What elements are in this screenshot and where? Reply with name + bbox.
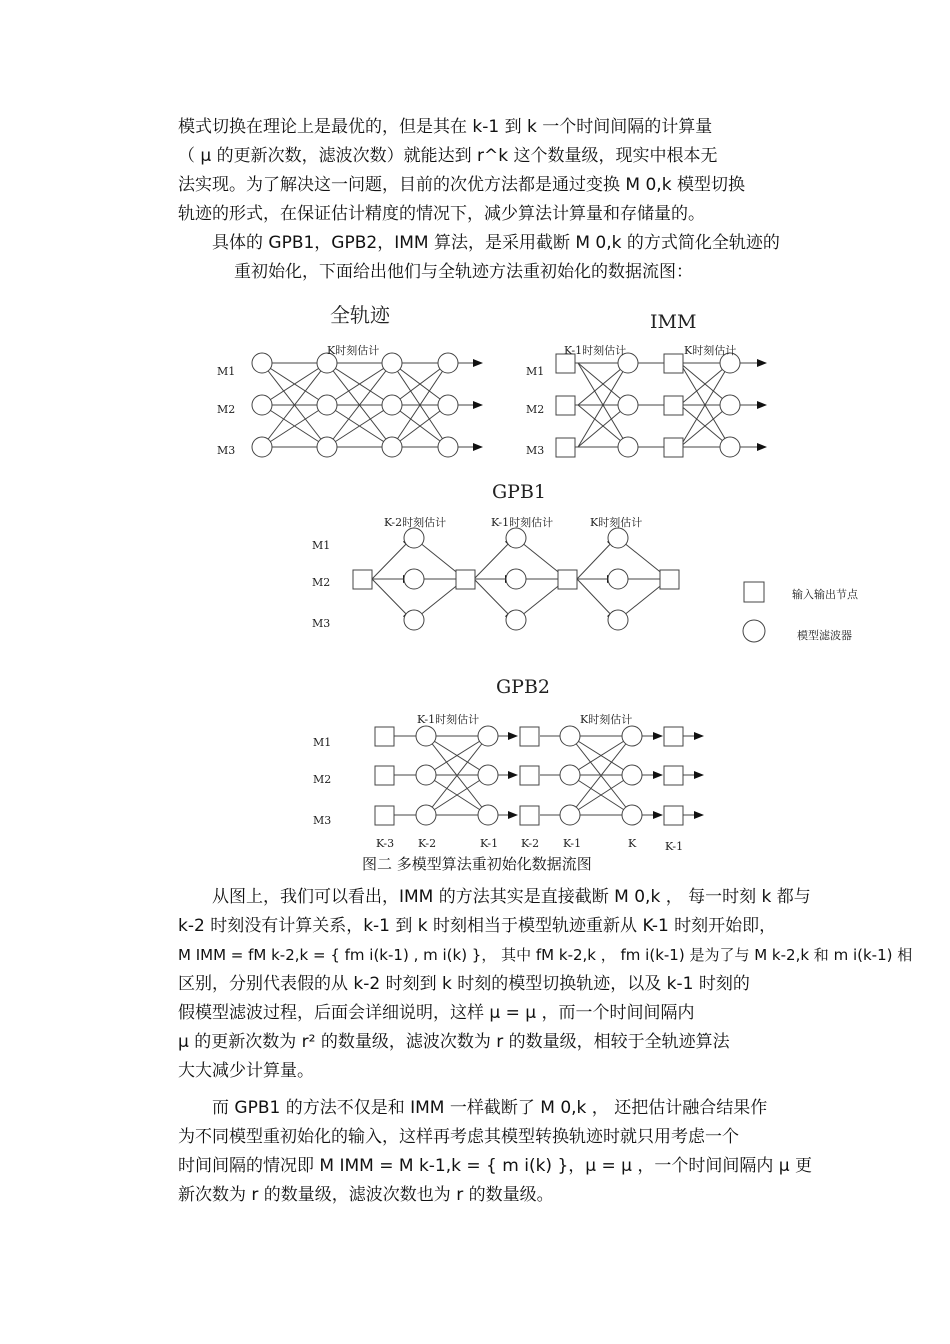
gpb2-time-label: K-3 bbox=[376, 837, 395, 850]
intro-line-3: 法实现。为了解决这一问题，目前的次优方法都是通过变换 M 0,k 模型切换 bbox=[178, 175, 745, 195]
intro-line-2: （ μ 的更新次数，滤波次数）就能达到 r^k 这个数量级，现实中根本无 bbox=[178, 146, 718, 166]
body-line: 时间间隔的情况即 M IMM = M k-1,k = { m i(k) }，μ = μ ，一个时间间隔内 μ 更 bbox=[178, 1156, 812, 1176]
imm-k1-estimate-label: K-1时刻估计 bbox=[564, 344, 627, 357]
body-line: M IMM = fM k-2,k = { fm i(k-1) , m i(k) }， 其中 fM k-2,k ， fm i(k-1) 是为了与 M k-2,k 和 m i(k-1) 相 bbox=[178, 946, 913, 964]
gpb2-time-label: K-1 bbox=[563, 837, 582, 850]
imm-k-estimate-label: K时刻估计 bbox=[684, 344, 737, 357]
legend bbox=[743, 582, 765, 642]
legend-io-label: 输入输出节点 bbox=[792, 588, 858, 601]
gpb2-time-label: K bbox=[628, 837, 637, 850]
intro-line-1: 模式切换在理论上是最优的，但是其在 k-1 到 k 一个时间间隔的计算量 bbox=[178, 117, 713, 137]
gpb2-title: GPB2 bbox=[496, 676, 551, 698]
figure-caption: 图二 多模型算法重初始化数据流图 bbox=[362, 855, 592, 873]
full-m3-label: M3 bbox=[217, 444, 236, 457]
gpb1-m1-label: M1 bbox=[312, 539, 331, 552]
gpb2-k-estimate-label: K时刻估计 bbox=[580, 713, 633, 726]
body-line: 为不同模型重初始化的输入，这样再考虑其模型转换轨迹时就只用考虑一个 bbox=[178, 1127, 739, 1147]
imm-title: IMM bbox=[650, 311, 697, 333]
gpb2-diagram bbox=[375, 726, 703, 825]
gpb2-time-label: K-2 bbox=[521, 837, 540, 850]
imm-m3-label: M3 bbox=[526, 444, 545, 457]
body-line: k-2 时刻没有计算关系，k-1 到 k 时刻相当于模型轨迹重新从 K-1 时刻开始即， bbox=[178, 916, 777, 936]
full-trajectory-title: 全轨迹 bbox=[330, 303, 390, 327]
body-line: 从图上，我们可以看出，IMM 的方法其实是直接截断 M 0,k ， 每一时刻 k 都与 bbox=[212, 887, 811, 907]
imm-diagram bbox=[556, 353, 766, 457]
gpb1-diagram bbox=[353, 528, 679, 630]
gpb1-k2-estimate-label: K-2时刻估计 bbox=[384, 516, 447, 529]
gpb1-m3-label: M3 bbox=[312, 617, 331, 630]
full-trajectory-diagram bbox=[252, 353, 482, 457]
gpb2-m1-label: M1 bbox=[313, 736, 332, 749]
gpb1-k1-estimate-label: K-1时刻估计 bbox=[491, 516, 554, 529]
body-line: 区别，分别代表假的从 k-2 时刻到 k 时刻的模型切换轨迹，以及 k-1 时刻的 bbox=[178, 974, 750, 994]
gpb2-k1-estimate-label: K-1时刻估计 bbox=[417, 713, 480, 726]
body-paragraph-1 bbox=[178, 883, 913, 1086]
body-line: 而 GPB1 的方法不仅是和 IMM 一样截断了 M 0,k ， 还把估计融合结果作 bbox=[212, 1098, 768, 1118]
imm-m1-label: M1 bbox=[526, 365, 545, 378]
gpb1-k-estimate-label: K时刻估计 bbox=[590, 516, 643, 529]
body-paragraph-2 bbox=[178, 1094, 812, 1210]
gpb2-m2-label: M2 bbox=[313, 773, 332, 786]
legend-filter-label: 模型滤波器 bbox=[797, 629, 852, 642]
intro-line-4: 轨迹的形式，在保证估计精度的情况下，减少算法计算量和存储量的。 bbox=[178, 204, 705, 224]
gpb2-time-label: K-2 bbox=[418, 837, 437, 850]
full-m2-label: M2 bbox=[217, 403, 236, 416]
filter-legend-icon bbox=[743, 620, 765, 642]
gpb1-m2-label: M2 bbox=[312, 576, 331, 589]
gpb2-time-label: K-1 bbox=[480, 837, 499, 850]
gpb2-time-label: K-1 bbox=[665, 840, 684, 853]
full-m1-label: M1 bbox=[217, 365, 236, 378]
body-line: μ 的更新次数为 r² 的数量级，滤波次数为 r 的数量级，相较于全轨迹算法 bbox=[178, 1032, 730, 1052]
imm-m2-label: M2 bbox=[526, 403, 545, 416]
full-k-estimate-label: K时刻估计 bbox=[327, 344, 380, 357]
body-line: 假模型滤波过程，后面会详细说明，这样 μ = μ ，而一个时间间隔内 bbox=[178, 1003, 695, 1023]
intro-line-5: 具体的 GPB1，GPB2，IMM 算法，是采用截断 M 0,k 的方式简化全轨迹的 bbox=[212, 233, 780, 253]
body-line: 大大减少计算量。 bbox=[178, 1061, 314, 1081]
body-line: 新次数为 r 的数量级，滤波次数也为 r 的数量级。 bbox=[178, 1185, 554, 1205]
intro-line-6: 重初始化，下面给出他们与全轨迹方法重初始化的数据流图： bbox=[234, 262, 693, 282]
gpb1-title: GPB1 bbox=[492, 481, 547, 503]
gpb2-m3-label: M3 bbox=[313, 814, 332, 827]
io-node-legend-icon bbox=[744, 582, 764, 602]
